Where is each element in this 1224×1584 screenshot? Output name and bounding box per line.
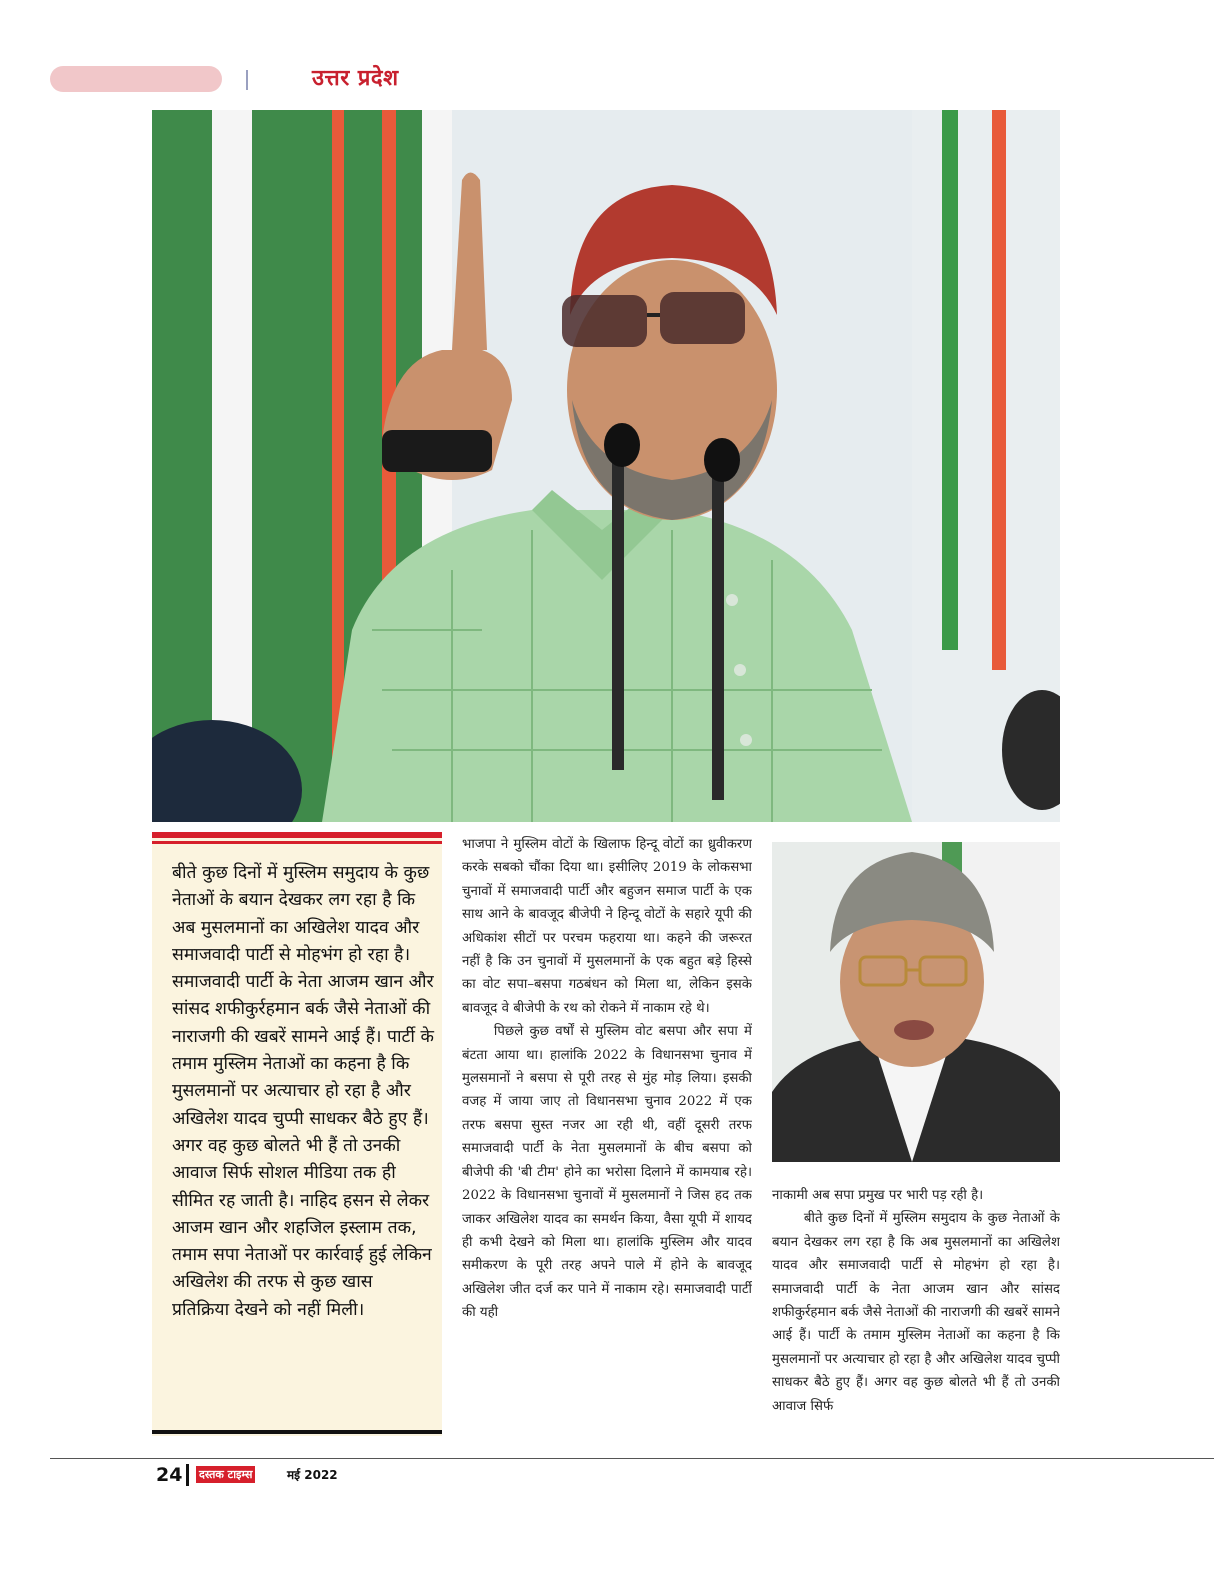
article-paragraph: बीते कुछ दिनों में मुस्लिम समुदाय के कुछ नेताओं के बयान देखकर लग रहा है कि अब मुसलमानों का अखिलेश यादव और समाजवादी पार्टी से मोहभंग हो रहा है। समाजवादी पार्टी के नेता आजम खान और सांसद शफीकुर्रहमान बर्क जैसे नेताओं की नाराजगी की खबरें सामने आई हैं। पार्टी के तमाम मुस्लिम नेताओं का कहना है कि मुसलमानों पर अत्याचार हो रहा है और अखिलेश यादव चुप्पी साधकर बैठे हुए हैं। अगर वह कुछ बोलते भी हैं तो उनकी आवाज सिर्फ — [772, 1211, 1060, 1414]
page-number: 24 — [156, 1464, 183, 1486]
issue-date: मई 2022 — [287, 1468, 338, 1482]
footer-rule — [50, 1458, 1214, 1459]
header-decor-pill — [50, 66, 222, 92]
pullquote-text: बीते कुछ दिनों में मुस्लिम समुदाय के कुछ नेताओं के बयान देखकर लग रहा है कि अब मुसलमानों का अखिलेश यादव और समाजवादी पार्टी से मोहभंग हो रहा है। समाजवादी पार्टी के नेता आजम खान और सांसद शफीकुर्रहमान बर्क जैसे नेताओं की नाराजगी की खबरें सामने आई हैं। पार्टी के तमाम मुस्लिम नेताओं का कहना है कि मुसलमानों पर अत्याचार हो रहा है और अखिलेश यादव चुप्पी साधकर बैठे हुए हैं। अगर वह कुछ बोलते भी हैं तो उनकी आवाज सिर्फ सोशल मीडिया तक ही सीमित रह जाती है। नाहिद हसन से लेकर आजम खान और शहजिल इस्लाम तक, तमाम सपा नेताओं पर कार्रवाई हुई लेकिन अखिलेश की तरफ से कुछ खास प्रतिक्रिया देखने को नहीं मिली। — [172, 863, 434, 1320]
article-column-3 — [772, 1184, 1060, 1440]
hero-photo-illustration — [152, 110, 1060, 822]
article-paragraph: भाजपा ने मुस्लिम वोटों के खिलाफ हिन्दू वोटों का ध्रुवीकरण करके सबको चौंका दिया था। इसीलिए 2019 के लोकसभा चुनावों में समाजवादी पार्टी और बहुजन समाज पार्टी के एक साथ आने के बावजूद बीजेपी ने हिन्दू वोटों के सहारे यूपी की अधिकांश सीटों पर परचम फहराया था। कहने की जरूरत नहीं है कि उन चुनावों में मुसलमानों के एक बहुत बड़े हिस्से का वोट सपा–बसपा गठबंधन को मिला था, लेकिन इसके बावजूद वे बीजेपी के रथ को रोकने में नाकाम रहे थे। — [462, 837, 752, 1016]
pullquote-rule-bottom — [152, 1430, 442, 1434]
section-title: उत्तर प्रदेश — [312, 66, 399, 91]
inset-photo-illustration — [772, 842, 1060, 1162]
pullquote-rule-top — [152, 832, 442, 838]
inset-photo — [772, 842, 1060, 1162]
article-paragraph: पिछले कुछ वर्षों से मुस्लिम वोट बसपा और सपा में बंटता आया था। हालांकि 2022 के विधानसभा चुनाव में मुलसमानों ने बसपा से पूरी तरह से मुंह मोड़ लिया। इसकी वजह में जाया जाए तो विधानसभा चुनाव 2022 में एक तरफ बसपा सुस्त नजर आ रही थी, वहीं दूसरी तरफ समाजवादी पार्टी के नेता मुसलमानों के बीच बसपा को बीजेपी की 'बी टीम' होने का भरोसा दिलाने में कामयाब रहे। 2022 के विधानसभा चुनावों में मुसलमानों ने जिस हद तक जाकर अखिलेश यादव का समर्थन किया, वैसा यूपी में शायद ही कभी देखने को मिला था। हालांकि मुस्लिम और यादव समीकरण के पूरी तरह अपने पाले में होने के बावजूद अखिलेश जीत दर्ज कर पाने में नाकाम रहे। समाजवादी पार्टी की यही — [462, 1024, 752, 1321]
header-separator — [246, 70, 248, 90]
magazine-name: दस्तक टाइम्स — [196, 1466, 255, 1483]
hero-photo — [152, 110, 1060, 822]
article-paragraph: नाकामी अब सपा प्रमुख पर भारी पड़ रही है। — [772, 1188, 984, 1203]
article-column-2 — [462, 833, 752, 1441]
pullquote-rule-top-thin — [152, 841, 442, 844]
footer-separator — [186, 1464, 189, 1486]
